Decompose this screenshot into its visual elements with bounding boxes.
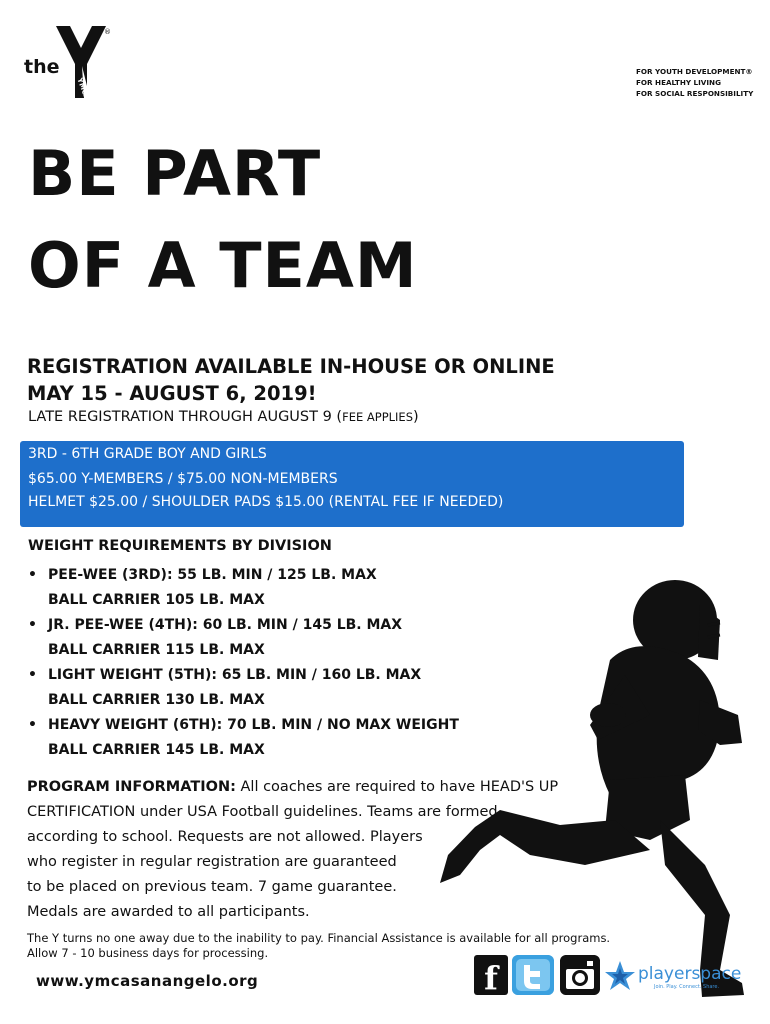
registered-mark: ® [104, 28, 111, 36]
program-text: who register in regular registration are guaranteed [27, 854, 397, 870]
headline-line: BE PART [28, 137, 322, 210]
program-text: All coaches are required to have HEAD'S UP [235, 779, 559, 795]
program-text: Medals are awarded to all participants. [27, 904, 310, 920]
program-label: PROGRAM INFORMATION: [27, 779, 236, 795]
tagline-line: FOR SOCIAL RESPONSIBILITY [636, 89, 754, 98]
logo-the-text: the [24, 56, 60, 78]
ball-carrier-line: BALL CARRIER 130 LB. MAX [48, 692, 265, 708]
ball-carrier-line: BALL CARRIER 115 LB. MAX [48, 642, 265, 658]
weight-requirements-title: WEIGHT REQUIREMENTS BY DIVISION [28, 538, 332, 554]
headline-line: OF A TEAM [28, 229, 418, 302]
registration-line: REGISTRATION AVAILABLE IN-HOUSE OR ONLINE [27, 355, 555, 378]
tagline-line: FOR YOUTH DEVELOPMENT® [636, 67, 753, 76]
bullet-icon: • [28, 667, 37, 683]
division-line: JR. PEE-WEE (4TH): 60 LB. MIN / 145 LB. MAX [48, 617, 403, 633]
headline [28, 128, 418, 312]
ball-carrier-line: BALL CARRIER 105 LB. MAX [48, 592, 265, 608]
website-link[interactable]: www.ymcasanangelo.org [36, 972, 259, 990]
program-text: to be placed on previous team. 7 game guarantee. [27, 879, 397, 895]
fee-applies: FEE APPLIES [342, 410, 413, 424]
late-main: LATE REGISTRATION THROUGH AUGUST 9 ( [28, 409, 343, 425]
fine-print-line: Allow 7 - 10 business days for processing. [27, 946, 269, 960]
program-first-line [27, 775, 587, 800]
fine-print-line: The Y turns no one away due to the inability to pay. Financial Assistance is available for all programs. [27, 931, 611, 945]
ball-carrier-line: BALL CARRIER 145 LB. MAX [48, 742, 265, 758]
registration-heading [27, 353, 555, 407]
playerspace-text: playerspace [638, 964, 742, 984]
ymca-logo [24, 26, 114, 106]
division-line: HEAVY WEIGHT (6TH): 70 LB. MIN / NO MAX WEIGHT [48, 717, 459, 733]
grades-text: 3RD - 6TH GRADE BOY AND GIRLS [28, 446, 267, 462]
twitter-icon[interactable] [512, 955, 554, 995]
late-registration [28, 409, 419, 425]
tagline-line: FOR HEALTHY LIVING [636, 78, 721, 87]
logo-ymca-text: YMCA [75, 77, 91, 101]
playerspace-logo[interactable] [604, 958, 742, 994]
playerspace-tagline: Join. Play. Connect. Share. [654, 984, 720, 990]
division-line: LIGHT WEIGHT (5TH): 65 LB. MIN / 160 LB. MAX [48, 667, 422, 683]
program-text: CERTIFICATION under USA Football guidelines. Teams are formed [27, 804, 498, 820]
ymca-tagline [636, 66, 753, 99]
pricing-box [20, 441, 684, 527]
facebook-icon[interactable]: f [474, 955, 508, 995]
program-text: according to school. Requests are not allowed. Players [27, 829, 423, 845]
late-close: ) [413, 409, 419, 425]
bullet-icon: • [28, 617, 37, 633]
bullet-icon: • [28, 717, 37, 733]
instagram-icon[interactable] [560, 955, 600, 995]
fees-text: $65.00 Y-MEMBERS / $75.00 NON-MEMBERS [28, 471, 338, 487]
program-information [27, 775, 587, 925]
registration-dates: MAY 15 - AUGUST 6, 2019! [27, 382, 317, 405]
star-icon [604, 960, 636, 992]
bullet-icon: • [28, 567, 37, 583]
division-line: PEE-WEE (3RD): 55 LB. MIN / 125 LB. MAX [48, 567, 377, 583]
equipment-text: HELMET $25.00 / SHOULDER PADS $15.00 (RENTAL FEE IF NEEDED) [28, 494, 504, 510]
